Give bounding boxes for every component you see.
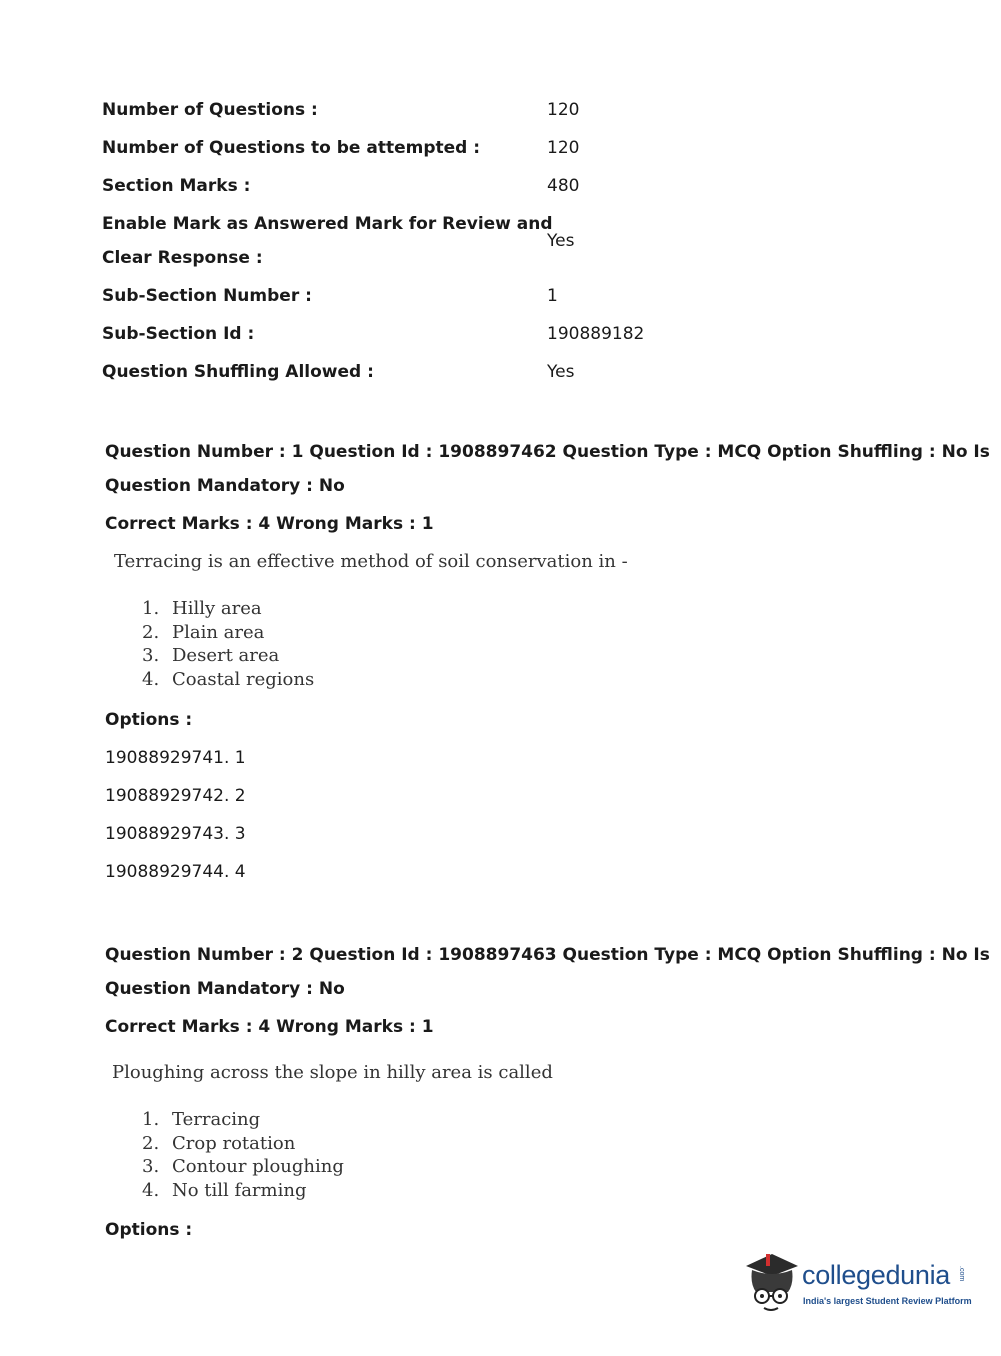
list-item: 2. Plain area	[142, 621, 265, 643]
question-text: Ploughing across the slope in hilly area is called	[112, 1062, 553, 1083]
options-label: Options :	[105, 1220, 193, 1240]
brand-name: collegedunia	[802, 1260, 951, 1290]
info-label-num-questions: Number of Questions :	[102, 100, 318, 120]
brand-dotcom: .com	[958, 1266, 965, 1282]
info-label-subsection-number: Sub-Section Number :	[102, 286, 312, 306]
info-label-subsection-id: Sub-Section Id :	[102, 324, 255, 344]
list-item: 3. Contour ploughing	[142, 1156, 344, 1177]
question-marks: Correct Marks : 4 Wrong Marks : 1	[105, 1017, 434, 1037]
info-value-num-questions: 120	[547, 100, 580, 120]
list-item: 2. Crop rotation	[142, 1132, 296, 1154]
info-value-shuffling: Yes	[547, 362, 575, 382]
question-header: Question Number : 2 Question Id : 1908897463 Question Type : MCQ Option Shuffling : No Is	[105, 945, 990, 965]
option-item: 19088929744. 4	[105, 862, 246, 882]
list-item: 4. Coastal regions	[142, 668, 315, 690]
list-item: 3. Desert area	[142, 645, 280, 666]
collegedunia-logo	[742, 1248, 972, 1318]
list-item: 1. Terracing	[142, 1109, 261, 1130]
question-header: Question Number : 1 Question Id : 1908897462 Question Type : MCQ Option Shuffling : No Is	[105, 442, 990, 462]
info-value-subsection-number: 1	[547, 286, 558, 306]
info-value-subsection-id: 190889182	[547, 324, 645, 344]
option-item: 19088929742. 2	[105, 786, 246, 806]
mascot-graduation-cap-icon	[742, 1248, 802, 1318]
question-marks: Correct Marks : 4 Wrong Marks : 1	[105, 514, 434, 534]
info-label-section-marks: Section Marks :	[102, 176, 251, 196]
info-label-shuffling: Question Shuffling Allowed :	[102, 362, 374, 382]
option-item: 19088929743. 3	[105, 824, 246, 844]
info-label-enable-mark-line2: Clear Response :	[102, 248, 263, 268]
list-item: 1. Hilly area	[142, 598, 262, 619]
info-value-section-marks: 480	[547, 176, 580, 196]
question-choices	[142, 597, 314, 691]
option-item: 19088929741. 1	[105, 748, 246, 768]
info-label-enable-mark-line1: Enable Mark as Answered Mark for Review and	[102, 214, 553, 234]
info-label-num-attempt: Number of Questions to be attempted :	[102, 138, 481, 158]
question-header-line2: Question Mandatory : No	[105, 476, 345, 496]
list-item: 4. No till farming	[142, 1179, 307, 1201]
info-value-enable-mark: Yes	[547, 231, 575, 251]
brand-tagline: India's largest Student Review Platform	[803, 1296, 972, 1306]
question-header-line2: Question Mandatory : No	[105, 979, 345, 999]
info-value-num-attempt: 120	[547, 138, 580, 158]
options-label: Options :	[105, 710, 193, 730]
question-choices	[142, 1108, 344, 1202]
question-text: Terracing is an effective method of soil conservation in -	[114, 551, 628, 572]
